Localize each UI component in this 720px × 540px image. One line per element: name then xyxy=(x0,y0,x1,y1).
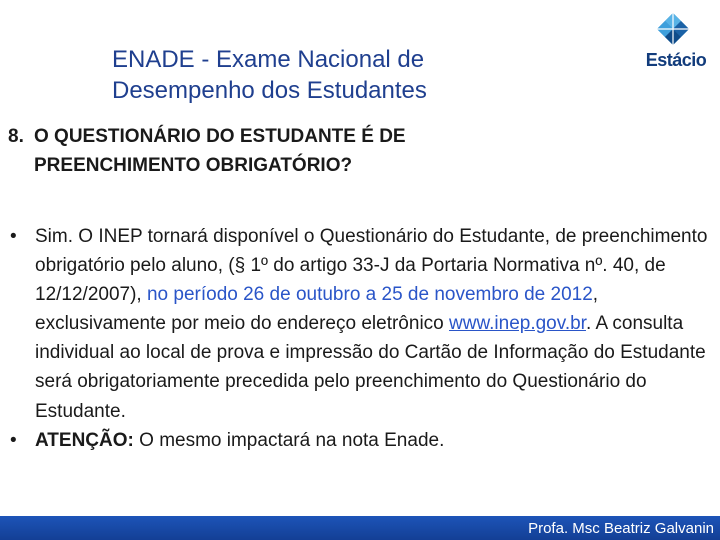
bullet-marker: • xyxy=(10,429,17,451)
footer-bar xyxy=(0,516,720,540)
question-line2: PREENCHIMENTO OBRIGATÓRIO? xyxy=(34,155,353,176)
bullet-marker: • xyxy=(10,226,17,247)
question-heading xyxy=(8,122,708,180)
slide-title xyxy=(112,44,512,106)
slide-title-line2: Desempenho dos Estudantes xyxy=(112,77,427,104)
bullet-item-1 xyxy=(10,222,716,426)
question-line1: O QUESTIONÁRIO DO ESTUDANTE É DE xyxy=(34,126,406,147)
bullet-item-1-highlight: no período 26 de outubro a 25 de novembro de 2012 xyxy=(146,284,593,306)
bullet-item-1-text-2: , exclusivamente por meio do endereço eletrônico xyxy=(35,284,599,335)
question-number: 8. xyxy=(8,126,24,147)
attention-label: ATENÇÃO: xyxy=(35,429,134,451)
bullet-item-2 xyxy=(10,426,716,455)
bullet-item-2-text: O mesmo impactará na nota Enade. xyxy=(133,429,445,451)
slide-title-line1: ENADE - Exame Nacional de xyxy=(112,46,425,73)
footer-author: Profa. Msc Beatriz Galvanin xyxy=(528,520,714,537)
estacio-logo xyxy=(636,12,716,74)
bullet-item-1-text-3: . A consulta individual ao local de prova e impressão do Cartão de Informação do Estudante será obrigatoriamente precedida pelo preenchimento do Questionário do Estudante. xyxy=(35,313,706,422)
logo-text: Estácio xyxy=(645,50,707,70)
estacio-diamond-logo-icon xyxy=(656,12,690,46)
bullet-item-1-text: Sim. O INEP tornará disponível o Questionário do Estudante, de preenchimento obrigatório pelo aluno, (§ 1º do artigo 33-J da Portaria Normativa nº. 40, de 12/12/2007), xyxy=(35,226,708,306)
bullet-list xyxy=(10,222,716,455)
inep-link[interactable]: www.inep.gov.br xyxy=(449,313,586,335)
